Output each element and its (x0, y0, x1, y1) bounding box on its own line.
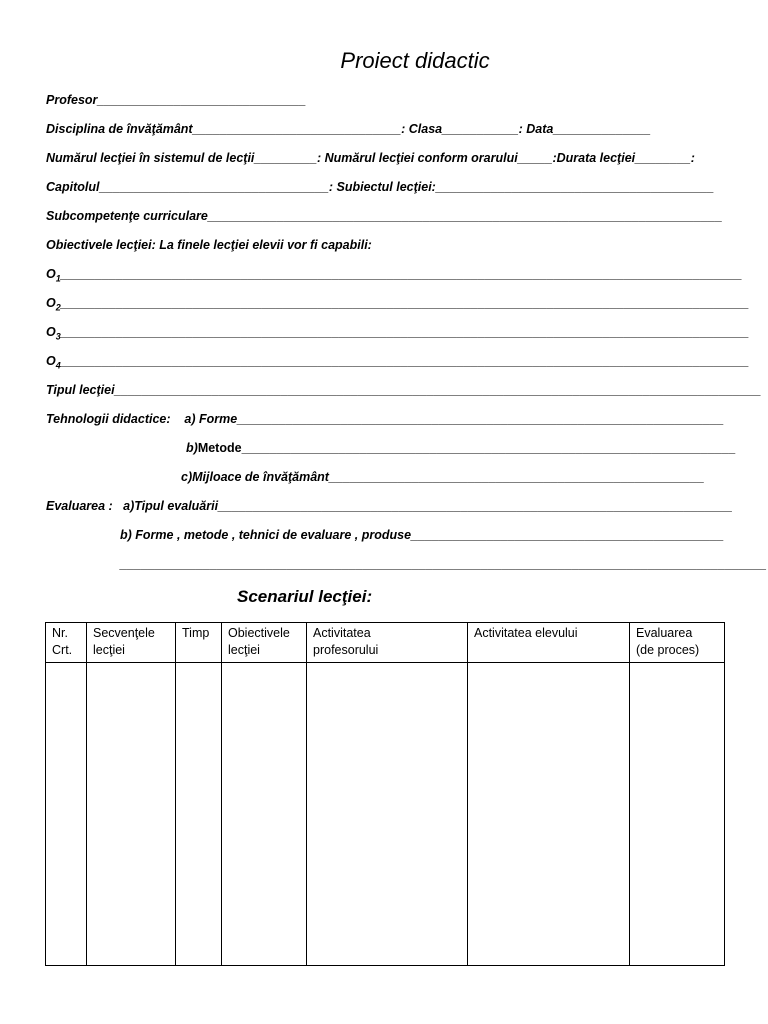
header-text: Timp (182, 626, 210, 640)
header-activitatea-profesorului (307, 623, 468, 663)
mijloace-text: Mijloace de învăţământ______________________________________________________ (192, 470, 705, 484)
body-cell-secventele (87, 663, 176, 966)
metode-line (186, 440, 735, 456)
body-cell-activitatea-profesorului (307, 663, 468, 966)
header-secventele (87, 623, 176, 663)
o1-label: O (46, 267, 56, 281)
tehnologii-forme-line: Tehnologii didactice: a) Forme______________________________________________________________________ (46, 412, 724, 426)
o4-label: O (46, 354, 56, 368)
o2-label: O (46, 296, 56, 310)
numarul-lectiei-line: Numărul lecţiei în sistemul de lecţii_________: Numărul lecţiei conform orarului_____:Durata lecţiei________: (46, 151, 695, 165)
objective-o1-line (46, 266, 742, 282)
evaluarea-line: Evaluarea : a)Tipul evaluării__________________________________________________________________________ (46, 499, 733, 513)
o1-subscript: 1 (55, 273, 61, 284)
mijloace-line (181, 469, 704, 485)
profesor-line: Profesor______________________________ (46, 93, 306, 107)
metode-text: Metode_______________________________________________________________________ (197, 441, 736, 455)
header-text: Activitatea elevului (474, 626, 578, 640)
o1-rule: __________________________________________________________________________________________________ (60, 267, 743, 281)
table-body-row (46, 663, 725, 966)
metode-prefix: b) (186, 441, 198, 455)
header-text: Activitatea (313, 626, 371, 640)
header-text: Secvenţele (93, 626, 155, 640)
scenariu-table (45, 622, 725, 966)
objective-o3-line (46, 324, 749, 340)
o3-label: O (46, 325, 56, 339)
body-cell-timp (176, 663, 222, 966)
table-header-row (46, 623, 725, 663)
body-cell-evaluarea (630, 663, 725, 966)
header-timp (176, 623, 222, 663)
o4-subscript: 4 (55, 360, 61, 371)
body-cell-obiectivele (222, 663, 307, 966)
subcompetente-line: Subcompetenţe curriculare__________________________________________________________________________ (46, 209, 723, 223)
o2-rule: ___________________________________________________________________________________________________ (60, 296, 749, 310)
o3-rule: ___________________________________________________________________________________________________ (60, 325, 749, 339)
header-text: Nr. (52, 626, 68, 640)
forme-evaluare-line: b) Forme , metode , tehnici de evaluare , produse_____________________________________________ (120, 528, 724, 542)
o2-subscript: 2 (55, 302, 61, 313)
document-title: Proiect didactic (340, 48, 490, 73)
o3-subscript: 3 (55, 331, 61, 342)
scenariu-title: Scenariul lecţiei: (237, 587, 373, 606)
blank-rule-line: _____________________________________________________________________________________________ (120, 557, 767, 571)
header-text: Obiectivele (228, 626, 290, 640)
body-cell-activitatea-elevului (468, 663, 630, 966)
disciplina-line: Disciplina de învăţământ______________________________: Clasa___________: Data______________ (46, 122, 651, 136)
mijloace-prefix: c) (181, 470, 193, 484)
header-text: lecţiei (93, 643, 125, 657)
header-evaluarea (630, 623, 725, 663)
tipul-lectiei-line: Tipul lecţiei_____________________________________________________________________________________________ (46, 383, 762, 397)
objective-o2-line (46, 295, 749, 311)
header-obiectivele (222, 623, 307, 663)
header-text: Crt. (52, 643, 73, 657)
o4-rule: ___________________________________________________________________________________________________ (60, 354, 749, 368)
obiectivele-line: Obiectivele lecţiei: La finele lecţiei elevii vor fi capabili: (46, 238, 372, 252)
header-text: lecţiei (228, 643, 260, 657)
header-text: Evaluarea (636, 626, 693, 640)
objective-o4-line (46, 353, 749, 369)
header-text: profesorului (313, 643, 379, 657)
header-activitatea-elevului (468, 623, 630, 663)
capitolul-line: Capitolul_________________________________: Subiectul lecţiei:________________________________________ (46, 180, 714, 194)
header-nr-crt (46, 623, 87, 663)
header-text: (de proces) (636, 643, 700, 657)
body-cell-nr (46, 663, 87, 966)
